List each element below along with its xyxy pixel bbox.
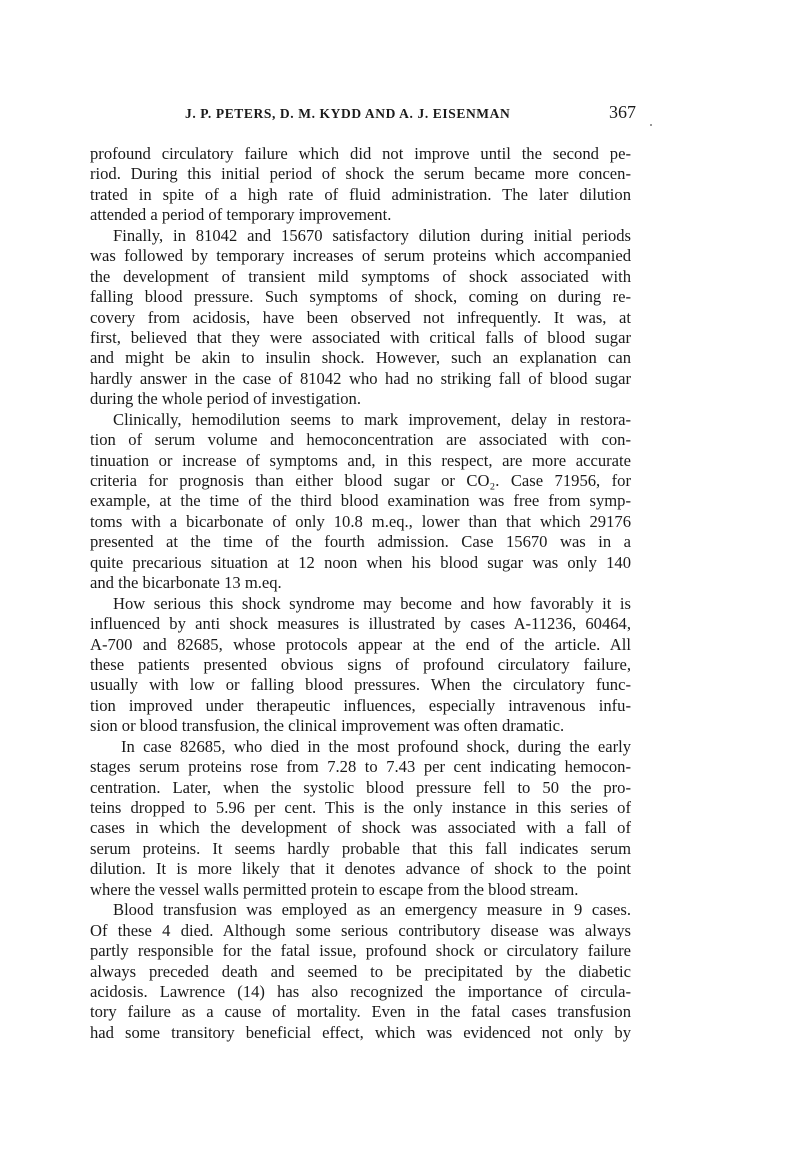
text-line: tory failure as a cause of mortality. Even in the fatal cases transfusion [90,1002,631,1022]
text-line: cases in which the development of shock was associated with a fall of [90,818,631,838]
text-line: was followed by temporary increases of serum proteins which accompanied [90,246,631,266]
text-line: and the bicarbonate 13 m.eq. [90,573,282,593]
text-line: acidosis. Lawrence (14) has also recognized the importance of circula- [90,981,631,1001]
text-line: these patients presented obvious signs of profound circulatory failure, [90,654,631,674]
text-line: partly responsible for the fatal issue, profound shock or circulatory failure [90,941,631,961]
text-line: falling blood pressure. Such symptoms of shock, coming on during re- [90,287,631,307]
text-line: usually with low or falling blood pressures. When the circulatory func- [90,675,631,695]
text-line: hardly answer in the case of 81042 who had no striking fall of blood sugar [90,368,631,388]
page-number: 367 [609,102,636,122]
text-line: serum proteins. It seems hardly probable that this fall indicates serum [90,838,631,858]
text-line: had some transitory beneficial effect, which was evidenced not only by [90,1022,631,1042]
text-line: Clinically, hemodilution seems to mark improvement, delay in restora- [113,409,631,429]
paragraph [90,594,631,737]
text-line: tinuation or increase of symptoms and, in this respect, are more accurate [90,450,631,470]
text-line: How serious this shock syndrome may become and how favorably it is [113,593,631,613]
text-line: tion improved under therapeutic influences, especially intravenous infu- [90,695,631,715]
running-head-authors: J. P. PETERS, D. M. KYDD AND A. J. EISENMAN [185,106,511,121]
text-line: profound circulatory failure which did not improve until the second pe- [90,144,631,163]
text-line: Finally, in 81042 and 15670 satisfactory dilution during initial periods [113,225,631,245]
text-line: sion or blood transfusion, the clinical improvement was often dramatic. [90,716,565,736]
text-line: centration. Later, when the systolic blood pressure fell to 50 the pro- [90,777,631,797]
text-line: riod. During this initial period of shock the serum became more concen- [90,164,631,184]
paragraph [90,226,631,410]
text-line: trated in spite of a high rate of fluid administration. The later dilution [90,184,631,204]
text-line: Of these 4 died. Although some serious contributory disease was always [90,920,631,940]
text-line: tion of serum volume and hemoconcentration are associated with con- [90,430,631,450]
text-line: In case 82685, who died in the most profound shock, during the early [121,736,631,756]
text-line: always preceded death and seemed to be precipitated by the diabetic [90,961,631,981]
text-line: and might be akin to insulin shock. However, such an explanation can [90,348,631,368]
text-line: teins dropped to 5.96 per cent. This is the only instance in this series of [90,798,631,817]
paragraph [90,410,631,594]
text-line: covery from acidosis, have been observed not infrequently. It was, at [90,307,631,327]
body-text [90,144,631,1043]
running-head [90,104,636,126]
text-line: influenced by anti shock measures is illustrated by cases A-11236, 60464, [90,614,631,634]
text-line: stages serum proteins rose from 7.28 to 7.43 per cent indicating hemocon- [90,757,631,777]
text-line: example, at the time of the third blood examination was free from symp- [90,491,631,511]
scan-speck [650,124,652,126]
text-line: A-700 and 82685, whose protocols appear at the end of the article. All [90,634,631,654]
text-line: criteria for prognosis than either blood sugar or CO₂. Case 71956, for [90,471,631,490]
paragraph [90,144,631,226]
text-line: attended a period of temporary improvement. [90,205,392,225]
text-line: the development of transient mild symptoms of shock associated with [90,266,631,286]
text-line: presented at the time of the fourth admission. Case 15670 was in a [90,532,631,552]
text-line: quite precarious situation at 12 noon when his blood sugar was only 140 [90,552,631,572]
paragraph [90,737,631,901]
text-line: toms with a bicarbonate of only 10.8 m.eq., lower than that which 29176 [90,511,631,531]
text-line: where the vessel walls permitted protein to escape from the blood stream. [90,879,579,899]
text-line: during the whole period of investigation. [90,389,361,409]
paragraph [90,900,631,1043]
text-line: Blood transfusion was employed as an emergency measure in 9 cases. [113,900,631,920]
text-line: first, believed that they were associated with critical falls of blood sugar [90,327,631,347]
text-line: dilution. It is more likely that it denotes advance of shock to the point [90,859,631,879]
